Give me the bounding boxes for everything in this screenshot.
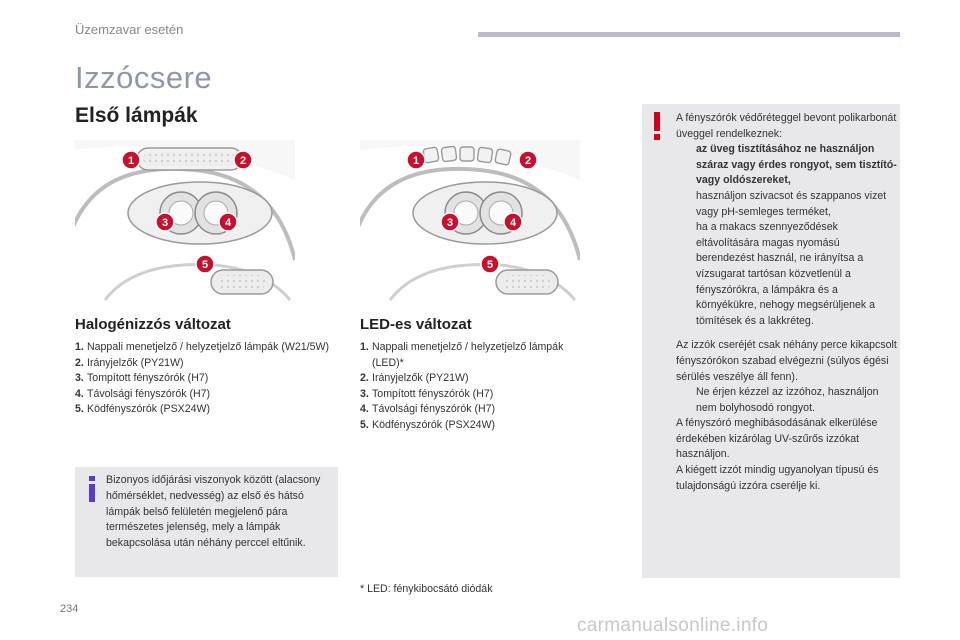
watermark: carmanualsonline.info (577, 615, 769, 636)
list-item: 2. Irányjelzők (PY21W) (360, 372, 469, 385)
bullet-marker (676, 385, 696, 416)
warning-paragraph: A kiégett izzót mindig ugyanolyan típusú és tulajdonságú izzóra cserélje ki. (676, 464, 879, 492)
list-item: az üveg tisztításához ne használjon száraz vagy érdes rongyot, sem tisztító- vagy oldószereket, (676, 142, 898, 189)
list-item: Ne érjen kézzel az izzóhoz, használjon nem bolyhosodó rongyot. (676, 385, 898, 416)
bullet-marker (676, 220, 696, 329)
list-item: 3. Tompított fényszórók (H7) (360, 387, 494, 400)
list-item: 4. Távolsági fényszórók (H7) (360, 403, 496, 416)
list-item: 3. Tompított fényszórók (H7) (75, 372, 209, 385)
header-bar (478, 32, 900, 37)
callout-4: 4 (509, 217, 517, 229)
led-bulb-list (360, 340, 590, 434)
halogen-bulb-list (75, 340, 335, 418)
list-item: 5. Ködfényszórók (PSX24W) (360, 418, 496, 431)
warning-box (642, 104, 900, 578)
list-item: 4. Távolsági fényszórók (H7) (75, 387, 211, 400)
callout-2: 2 (524, 155, 532, 167)
warning-content (676, 111, 898, 494)
info-box (75, 467, 338, 577)
callout-4: 4 (224, 217, 232, 229)
callout-1: 1 (412, 155, 420, 167)
callout-5: 5 (201, 259, 209, 271)
callout-3: 3 (446, 217, 454, 229)
section-title: Első lámpák (75, 104, 198, 127)
halogen-headlamp-illustration (75, 140, 295, 305)
list-item: használjon szivacsot és szappanos vizet vagy pH-semleges terméket, (676, 189, 898, 220)
list-item: 5. Ködfényszórók (PSX24W) (75, 403, 211, 416)
halogen-title: Halogénizzós változat (75, 316, 231, 333)
list-item: ha a makacs szennyeződések eltávolítására magas nyomású berendezést használ, ne irányítsa a vízsugarat tartósan közvetlenül a fényszórókra, a lámpákra és a környékükre, nehogy megsérüljenek a tömítések és a lakkréteg. (676, 220, 898, 329)
list-item: 1. Nappali menetjelző / helyzetjelző lámpák (W21/5W) (75, 341, 329, 353)
info-text: Bizonyos időjárási viszonyok között (alacsony hőmérséklet, nedvesség) az első és hátsó lámpák belső felületén megjelenő pára természetes jelenség, mely a lámpák bekapcsolása után néhány perccel eltűnik. (106, 474, 321, 550)
bullet-marker (676, 142, 696, 189)
warning-intro: A fényszórók védőréteggel bevont polikarbonát üveggel rendelkeznek: (676, 112, 897, 140)
warning-paragraph: Az izzók cseréjét csak néhány perce kikapcsolt fényszórókon szabad elvégezni (súlyos égési sérülés veszélye áll fenn). (676, 339, 897, 383)
page-title: Izzócsere (75, 60, 213, 95)
callout-1: 1 (127, 155, 135, 167)
callout-5: 5 (486, 259, 494, 271)
led-title: LED-es változat (360, 316, 472, 333)
info-icon (87, 476, 97, 502)
header-title: Üzemzavar esetén (75, 22, 184, 37)
footnote: * LED: fénykibocsátó diódák (360, 583, 493, 595)
warning-icon (652, 112, 662, 140)
warning-paragraph: A fényszóró meghibásodásának elkerülése érdekében kizárólag UV-szűrős izzókat használjon. (676, 417, 878, 461)
bullet-marker (676, 189, 696, 220)
list-item: 1. Nappali menetjelző / helyzetjelző lámpák (LED)* (360, 341, 564, 369)
callout-2: 2 (239, 155, 247, 167)
led-headlamp-illustration (360, 140, 580, 305)
list-item: 2. Irányjelzők (PY21W) (75, 356, 184, 369)
page-number: 234 (60, 603, 79, 615)
callout-3: 3 (161, 217, 169, 229)
